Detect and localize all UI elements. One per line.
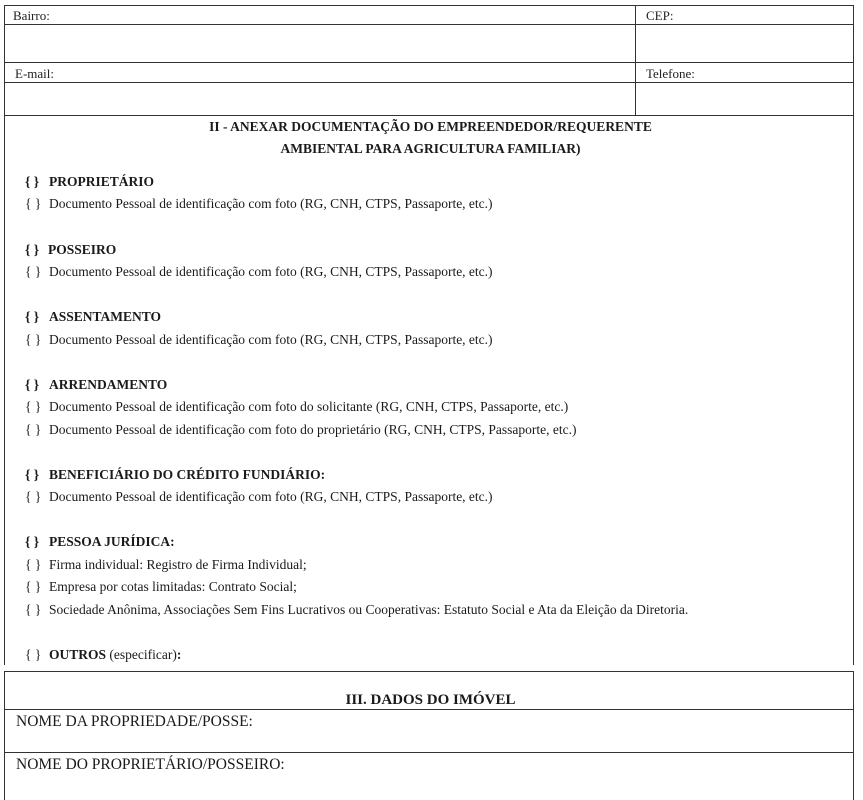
checkbox-posseiro[interactable]: { }: [25, 242, 40, 257]
option-arrendamento-doc-proprietario[interactable]: [25, 422, 577, 438]
telefone-input[interactable]: [636, 83, 852, 115]
checkbox-firma-individual[interactable]: { }: [25, 557, 42, 572]
checkbox-arrendamento-doc-1[interactable]: { }: [25, 399, 42, 414]
option-beneficiario[interactable]: [25, 467, 325, 483]
checkbox-pessoa-juridica[interactable]: { }: [25, 534, 40, 549]
option-pessoa-juridica[interactable]: [25, 534, 175, 550]
bairro-label: Bairro:: [13, 8, 50, 23]
option-proprietario-doc[interactable]: [25, 196, 493, 212]
email-label: E-mail:: [15, 66, 54, 81]
heading-posseiro: POSSEIRO: [48, 242, 117, 257]
outros-specify-text: (especificar): [106, 647, 177, 662]
section-ii-title-line1: II - ANEXAR DOCUMENTAÇÃO DO EMPREENDEDOR/REQUERENTE: [209, 119, 652, 134]
option-assentamento[interactable]: [25, 309, 161, 325]
cep-label: CEP:: [646, 8, 674, 23]
email-input[interactable]: [5, 83, 634, 115]
heading-assentamento: ASSENTAMENTO: [49, 309, 162, 324]
checkbox-proprietario[interactable]: { }: [25, 174, 40, 189]
checkbox-assentamento-doc[interactable]: { }: [25, 332, 42, 347]
option-proprietario[interactable]: [25, 174, 154, 190]
checkbox-assentamento[interactable]: { }: [25, 309, 40, 324]
item-text: Documento Pessoal de identificação com foto (RG, CNH, CTPS, Passaporte, etc.): [49, 264, 493, 279]
item-text: Documento Pessoal de identificação com foto do solicitante (RG, CNH, CTPS, Passaporte, etc.): [49, 399, 569, 414]
section-ii-title-line2: AMBIENTAL PARA AGRICULTURA FAMILIAR): [280, 141, 581, 156]
option-assentamento-doc[interactable]: [25, 332, 493, 348]
option-firma-individual[interactable]: [25, 557, 307, 573]
checkbox-posseiro-doc[interactable]: { }: [25, 264, 42, 279]
nome-propriedade-input[interactable]: [5, 731, 852, 751]
option-arrendamento[interactable]: [25, 377, 167, 393]
nome-proprietario-input[interactable]: [5, 775, 852, 799]
option-beneficiario-doc[interactable]: [25, 489, 493, 505]
nome-propriedade-label: NOME DA PROPRIEDADE/POSSE:: [16, 713, 253, 730]
item-text: Documento Pessoal de identificação com foto (RG, CNH, CTPS, Passaporte, etc.): [49, 489, 493, 504]
heading-beneficiario: BENEFICIÁRIO DO CRÉDITO FUNDIÁRIO:: [49, 467, 326, 482]
checkbox-sociedade-anonima[interactable]: { }: [25, 602, 42, 617]
item-text: Documento Pessoal de identificação com foto (RG, CNH, CTPS, Passaporte, etc.): [49, 196, 493, 211]
item-text: Firma individual: Registro de Firma Individual;: [49, 557, 307, 572]
option-arrendamento-doc-solicitante[interactable]: [25, 399, 568, 415]
option-outros[interactable]: [25, 647, 181, 663]
option-posseiro-doc[interactable]: [25, 264, 493, 280]
heading-outros: OUTROS: [49, 647, 107, 662]
outros-colon: :: [176, 647, 182, 662]
checkbox-outros[interactable]: { }: [25, 647, 42, 662]
checkbox-proprietario-doc[interactable]: { }: [25, 196, 42, 211]
heading-arrendamento: ARRENDAMENTO: [49, 377, 168, 392]
telefone-label: Telefone:: [646, 66, 695, 81]
bairro-input[interactable]: [5, 25, 634, 62]
checkbox-empresa-cotas[interactable]: { }: [25, 579, 42, 594]
cep-input[interactable]: [636, 25, 852, 62]
heading-pessoa-juridica: PESSOA JURÍDICA:: [49, 534, 175, 549]
section-iii-title: III. DADOS DO IMÓVEL: [345, 692, 516, 708]
option-empresa-cotas[interactable]: [25, 579, 297, 595]
item-text: Sociedade Anônima, Associações Sem Fins Lucrativos ou Cooperativas: Estatuto Social e Ata da Eleição da Diretoria.: [49, 602, 689, 617]
heading-proprietario: PROPRIETÁRIO: [49, 174, 155, 189]
checkbox-beneficiario-doc[interactable]: { }: [25, 489, 42, 504]
item-text: Empresa por cotas limitadas: Contrato Social;: [49, 579, 297, 594]
checkbox-beneficiario[interactable]: { }: [25, 467, 40, 482]
checkbox-arrendamento-doc-2[interactable]: { }: [25, 422, 42, 437]
item-text: Documento Pessoal de identificação com foto (RG, CNH, CTPS, Passaporte, etc.): [49, 332, 493, 347]
option-posseiro[interactable]: [25, 242, 116, 258]
checkbox-arrendamento[interactable]: { }: [25, 377, 40, 392]
option-sociedade-anonima[interactable]: [25, 602, 688, 618]
nome-proprietario-label: NOME DO PROPRIETÁRIO/POSSEIRO:: [16, 756, 285, 773]
item-text: Documento Pessoal de identificação com foto do proprietário (RG, CNH, CTPS, Passaporte, etc.): [49, 422, 577, 437]
